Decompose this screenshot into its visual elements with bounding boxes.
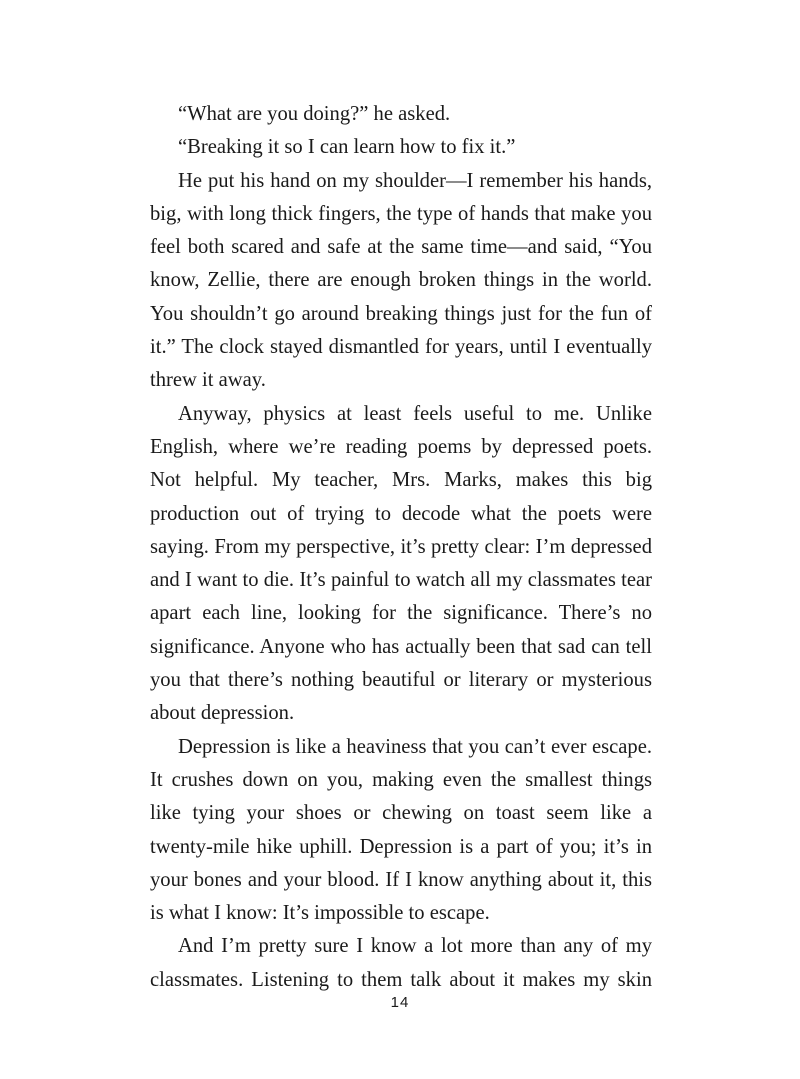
paragraph-dialogue-answer: “Breaking it so I can learn how to fix it.”: [178, 136, 516, 159]
paragraph-depression: Depression is like a heaviness that you can’t ever escape. It crushes down on you, making even the smallest things like tying your shoes or chewing on toast seem like a twenty-mile hike uphill. Depression is a part of you; it’s in your bones and your blood. If I know anything about it, this is what I know: It’s impossible to escape.: [150, 735, 652, 925]
paragraph-classmates: And I’m pretty sure I know a lot more than any of my classmates. Listening to them talk about it makes my skin: [150, 935, 652, 991]
page-number: 14: [390, 994, 410, 1011]
paragraph-physics: Anyway, physics at least feels useful to me. Unlike English, where we’re reading poems by depressed poets. Not helpful. My teacher, Mrs. Marks, makes this big production out of trying to decode what the poets were saying. From my perspective, it’s pretty clear: I’m depressed and I want to die. It’s painful to watch all my classmates tear apart each line, looking for the significance. There’s no significance. Anyone who has actually been that sad can tell you that there’s nothing beautiful or literary or mysterious about depression.: [150, 402, 652, 725]
paragraph-shoulder: He put his hand on my shoulder—I remember his hands, big, with long thick fingers, the type of hands that make you feel both scared and safe at the same time—and said, “You know, Zellie, there are enough broken things in the world. You shouldn’t go around breaking things just for the fun of it.” The clock stayed dismantled for years, until I eventually threw it away.: [150, 169, 652, 392]
paragraph-dialogue-question: “What are you doing?” he asked.: [178, 103, 451, 125]
body-text: [150, 98, 652, 997]
